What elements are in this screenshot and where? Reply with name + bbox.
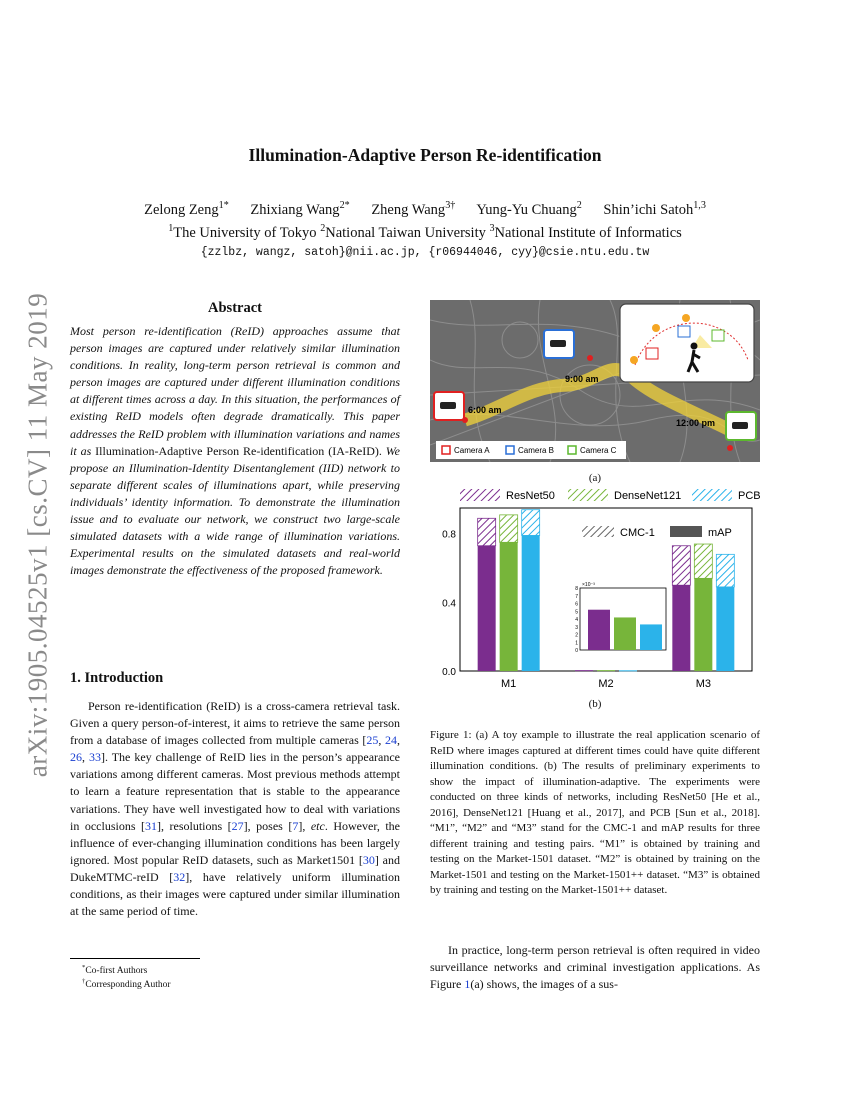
bar-map (672, 585, 690, 671)
author-list: Zelong Zeng$^{1*}$ Zhixiang Wang$^{2*}$ Zheng Wang$^{3\dagger}$ Yung-Yu Chuang$^2$ Shin’ichi Satoh$^{1,3}$ (144, 200, 706, 218)
inset-bar-map (614, 617, 636, 650)
bar-map (522, 535, 540, 671)
illumination-inset (620, 304, 754, 382)
bar-cmc1 (694, 544, 712, 578)
inset-bar-map (588, 610, 610, 650)
citation-link[interactable]: 27 (231, 818, 244, 833)
m2-inset-chart (575, 582, 666, 654)
x-tick-label: M1 (501, 678, 517, 690)
abstract-heading: Abstract (208, 300, 262, 316)
bar-cmc1 (478, 518, 496, 545)
bar-map (619, 670, 637, 671)
location-marker (587, 355, 593, 361)
arxiv-sidebar (18, 285, 58, 785)
camera-legend (436, 441, 626, 459)
figure-1b-series-legend (460, 486, 770, 504)
inset-scale-label: ×10⁻³ (582, 582, 595, 588)
person-icon (691, 343, 698, 350)
figure-reference-link[interactable]: 1 (464, 977, 471, 992)
arxiv-identifier: arXiv:1905.04525v1 [cs.CV] 11 May 2019 (22, 292, 53, 778)
figure-1a-city-map (430, 300, 760, 462)
citation-link[interactable]: 26 (70, 750, 82, 765)
y-tick-label: 0.4 (442, 598, 456, 610)
bar-cmc1 (500, 515, 518, 542)
inset-y-tick: 3 (575, 624, 578, 631)
bar-cmc1 (672, 546, 690, 585)
legend-map: mAP (708, 527, 732, 539)
introduction-body: Person re-identification (ReID) is a cross-camera retrieval task. Given a query person-of-interest, it aims to retrieve the same person from a database of images collected from multiple cameras [25, 24, 26, 33]. The key challenge of ReID lies in the person’s appearance variations among different cameras. Most previous methods attempt to learn a feature representation that is stable to the appearance variations. They have well investigated how to deal with variations in occlusions [31], resolutions [27], poses [7], etc. However, the influence of ever-changing illumination conditions has been largely ignored. Most popular ReID datasets, such as Market1501 [30] and DukeMTMC-reID [32], have relatively uniform illumination conditions, as their images were captured under similar illumination at the same period of time. (70, 699, 401, 919)
x-tick-label: M3 (695, 678, 711, 690)
right-column-paragraph: In practice, long-term person retrieval is often required in video surveillance networks and criminal investigation applications. As Figure 1(a) shows, the images of a sus- (430, 943, 760, 992)
camera-a-icon (434, 392, 464, 420)
location-marker (727, 445, 733, 451)
legend-camera-c: Camera C (580, 446, 617, 455)
citation-link[interactable]: 7 (292, 818, 299, 833)
author: Shin’ichi Satoh (603, 201, 694, 218)
bar-map (597, 670, 615, 671)
footnote-cofirst: *Co-first Authors (82, 964, 148, 977)
inset-y-tick: 8 (575, 586, 578, 592)
citation-link[interactable]: 33 (88, 750, 101, 765)
citation-link[interactable]: 25 (366, 733, 379, 748)
inset-y-tick: 1 (575, 640, 578, 647)
affiliation: National Taiwan University (325, 224, 486, 241)
inset-y-tick: 6 (575, 601, 578, 608)
footnote-rule (70, 958, 200, 959)
legend-cmc1: CMC-1 (620, 527, 655, 539)
figure-1-caption: Figure 1: (a) A toy example to illustrate the real application scenario of ReID where images captured at different times could have quite different illumination conditions. (b) The results of preliminary experiments to show the impact of illumination-adaptive. The experiments were conducted on three kinds of networks, including ResNet50 [He et al., 2016], DenseNet121 [Huang et al., 2017], and PCB [Sun et al., 2018]. “M1”, “M2” and “M3” stand for the CMC-1 and mAP results for three different training and testing pairs. “M1” is obtained by training and testing on the Market-1501 dataset. “M2” is obtained by training on the Market-1501 and testing on the Market-1501++ dataset. “M3” is obtained by training and testing on the Market-1501++ dataset. (430, 729, 760, 896)
citation-link[interactable]: 24 (385, 733, 398, 748)
affiliations: $^1$The University of Tokyo $^2$National Taiwan University $^3$National Institute of Informatics (168, 223, 682, 241)
inset-y-tick: 5 (575, 609, 578, 616)
time-label-6am: 6:00 am (468, 405, 502, 415)
bar-map (575, 670, 593, 671)
affiliation: The University of Tokyo (173, 224, 317, 241)
author: Zhixiang Wang (250, 201, 340, 218)
y-tick-label: 0.8 (442, 529, 456, 541)
sun-icon (682, 314, 690, 322)
legend-densenet121: DenseNet121 (614, 490, 682, 502)
inset-y-tick: 4 (575, 617, 578, 623)
figure-1a-label: (a) (588, 472, 602, 484)
time-label-12pm: 12:00 pm (676, 418, 716, 428)
metric-legend (582, 526, 732, 539)
time-label-9am: 9:00 am (565, 374, 599, 384)
citation-link[interactable]: 30 (362, 852, 375, 867)
inset-y-tick: 0 (575, 648, 578, 654)
bar-map (478, 546, 496, 671)
y-tick-label: 0.0 (442, 667, 456, 678)
camera-c-icon (726, 412, 756, 440)
legend-camera-b: Camera B (518, 446, 555, 455)
inset-y-tick: 2 (575, 632, 578, 639)
abstract-body: Most person re-identification (ReID) approaches assume that person images are captured under relatively similar illumination conditions. In reality, long-term person retrieval is common and person images are captured under different illumination conditions at different times across a day. In this situation, the performances of existing ReID models often degrade dramatically. This paper addresses the ReID problem with illumination variations and names it as Illumination-Adaptive Person Re-identification (IA-ReID). We propose an Illumination-Identity Disentanglement (IID) network to separate different scales of illuminations apart, while preserving individuals’ identity information. To demonstrate the illumination issue and to evaluate our network, we construct two large-scale simulated datasets with a wide range of illumination variations. Experimental results on the simulated datasets and real-world images demonstrate the effectiveness of the proposed framework. (70, 324, 400, 578)
figure-1b-bar-chart (430, 506, 760, 698)
sun-icon (652, 324, 660, 332)
paper-title: Illumination-Adaptive Person Re-identification (248, 145, 602, 165)
legend-resnet50: ResNet50 (506, 490, 555, 502)
figure-1b-label: (b) (588, 698, 602, 710)
legend-pcb: PCB (738, 490, 761, 502)
bar-map (694, 578, 712, 671)
inset-y-tick: 7 (575, 593, 578, 600)
sun-icon (630, 356, 638, 364)
camera-b-icon (544, 330, 574, 358)
affiliation: National Institute of Informatics (494, 224, 682, 241)
author: Zheng Wang (371, 201, 446, 218)
bar-map (500, 542, 518, 671)
legend-camera-a: Camera A (454, 446, 490, 455)
section-heading-introduction: 1. Introduction (70, 670, 164, 686)
footnote-corresponding: †Corresponding Author (82, 978, 171, 991)
x-tick-label: M2 (598, 678, 614, 690)
bar-map (716, 587, 734, 671)
bar-cmc1 (522, 510, 540, 536)
bar-cmc1 (716, 554, 734, 587)
citation-link[interactable]: 31 (145, 818, 157, 833)
author: Yung-Yu Chuang (476, 201, 577, 218)
inset-bar-map (640, 624, 662, 650)
citation-link[interactable]: 32 (173, 869, 186, 884)
author: Zelong Zeng (144, 201, 219, 218)
author-emails: {zzlbz, wangz, satoh}@nii.ac.jp, {r06944046, cyy}@csie.ntu.edu.tw (200, 246, 650, 259)
